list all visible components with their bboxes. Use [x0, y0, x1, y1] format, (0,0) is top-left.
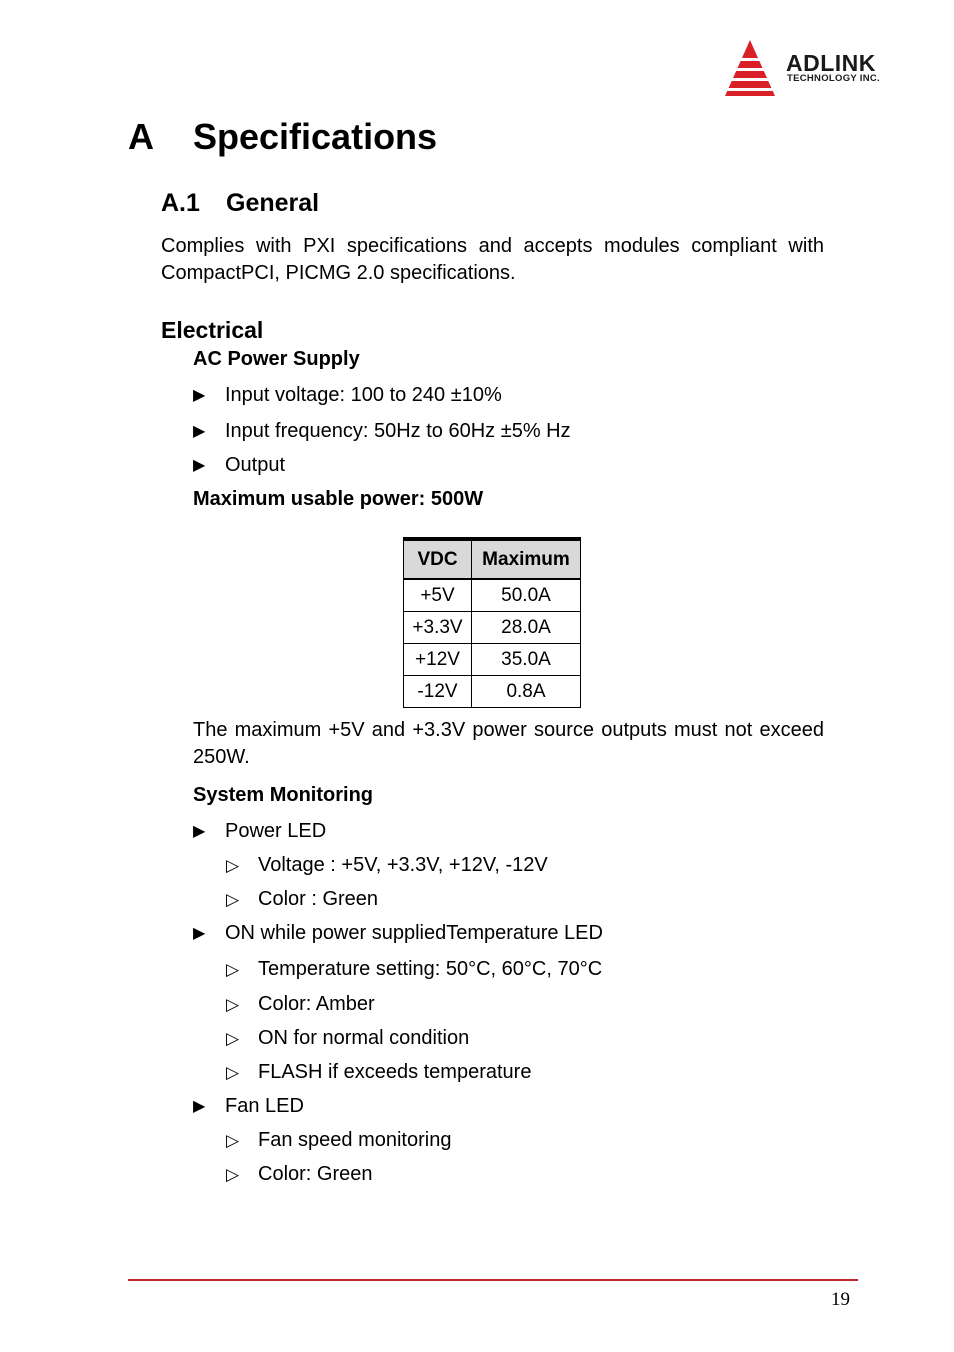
table-cell: 28.0A: [472, 612, 581, 644]
list-item: ▶ Output: [193, 454, 286, 476]
sub-list-item: ▷ Temperature setting: 50°C, 60°C, 70°C: [226, 958, 603, 980]
logo-subtitle: TECHNOLOGY INC.: [787, 73, 880, 84]
table-cell: +5V: [404, 579, 472, 612]
sub-list-item: ▷ Color: Amber: [226, 993, 375, 1015]
table-cell: +3.3V: [404, 612, 472, 644]
sub-list-item: ▷ Color : Green: [226, 888, 379, 910]
bullet-arrow-icon: ▶: [193, 823, 206, 840]
adlink-logo: [722, 38, 912, 100]
sub-bullet-triangle-icon: ▷: [226, 1165, 240, 1184]
section-title: General: [226, 189, 320, 217]
sub-list-item: ▷ Voltage : +5V, +3.3V, +12V, -12V: [226, 854, 548, 876]
bullet-arrow-icon: ▶: [193, 925, 206, 942]
chapter-letter: A: [128, 116, 154, 157]
list-item: ▶ Input voltage: 100 to 240 ±10%: [193, 384, 502, 406]
bullet-arrow-icon: ▶: [193, 423, 206, 440]
sub-bullet-triangle-icon: ▷: [226, 960, 240, 979]
table-cell: +12V: [404, 644, 472, 676]
table-cell: 50.0A: [472, 579, 581, 612]
chapter-title: Specifications: [193, 116, 438, 157]
table-cell: 35.0A: [472, 644, 581, 676]
system-monitoring-heading: System Monitoring: [193, 784, 374, 806]
table-row: [404, 579, 581, 612]
section-number: A.1: [161, 189, 200, 217]
footer-rule: [128, 1279, 858, 1281]
table-row: [404, 676, 581, 708]
sub-list-item: ▷ ON for normal condition: [226, 1027, 470, 1049]
list-item: ▶ Power LED: [193, 820, 327, 842]
sub-list-item: ▷ Fan speed monitoring: [226, 1129, 452, 1151]
bullet-arrow-icon: ▶: [193, 387, 206, 404]
sub-bullet-triangle-icon: ▷: [226, 995, 240, 1014]
list-item: ▶ Input frequency: 50Hz to 60Hz ±5% Hz: [193, 420, 571, 442]
table-row: [404, 644, 581, 676]
table-cell: -12V: [404, 676, 472, 708]
sub-bullet-triangle-icon: ▷: [226, 856, 240, 875]
table-header-maximum: Maximum: [472, 539, 581, 579]
power-note-paragraph: The maximum +5V and +3.3V power source outputs must not exceed 250W.: [193, 719, 824, 768]
table-header-row: [404, 539, 581, 579]
electrical-heading: Electrical: [161, 317, 264, 343]
sub-list-item: ▷ Color: Green: [226, 1163, 373, 1185]
sub-bullet-triangle-icon: ▷: [226, 890, 240, 909]
output-table: [403, 537, 581, 708]
table-cell: 0.8A: [472, 676, 581, 708]
bullet-arrow-icon: ▶: [193, 1098, 206, 1115]
table-header-vdc: VDC: [404, 539, 472, 579]
sub-bullet-triangle-icon: ▷: [226, 1029, 240, 1048]
list-item: ▶ ON while power suppliedTemperature LED: [193, 922, 603, 944]
table-row: [404, 612, 581, 644]
sub-bullet-triangle-icon: ▷: [226, 1063, 240, 1082]
bullet-arrow-icon: ▶: [193, 457, 206, 474]
ac-power-heading: AC Power Supply: [193, 348, 360, 370]
list-item: ▶ Fan LED: [193, 1095, 304, 1117]
logo-name: ADLINK: [786, 50, 876, 76]
adlink-triangle-icon: [722, 38, 782, 98]
max-power-heading: Maximum usable power: 500W: [193, 488, 484, 510]
page-number: 19: [831, 1289, 850, 1310]
sub-list-item: ▷ FLASH if exceeds temperature: [226, 1061, 532, 1083]
intro-paragraph: Complies with PXI specifications and accepts modules compliant with CompactPCI, PICMG 2.0 specifications.: [161, 235, 824, 284]
sub-bullet-triangle-icon: ▷: [226, 1131, 240, 1150]
